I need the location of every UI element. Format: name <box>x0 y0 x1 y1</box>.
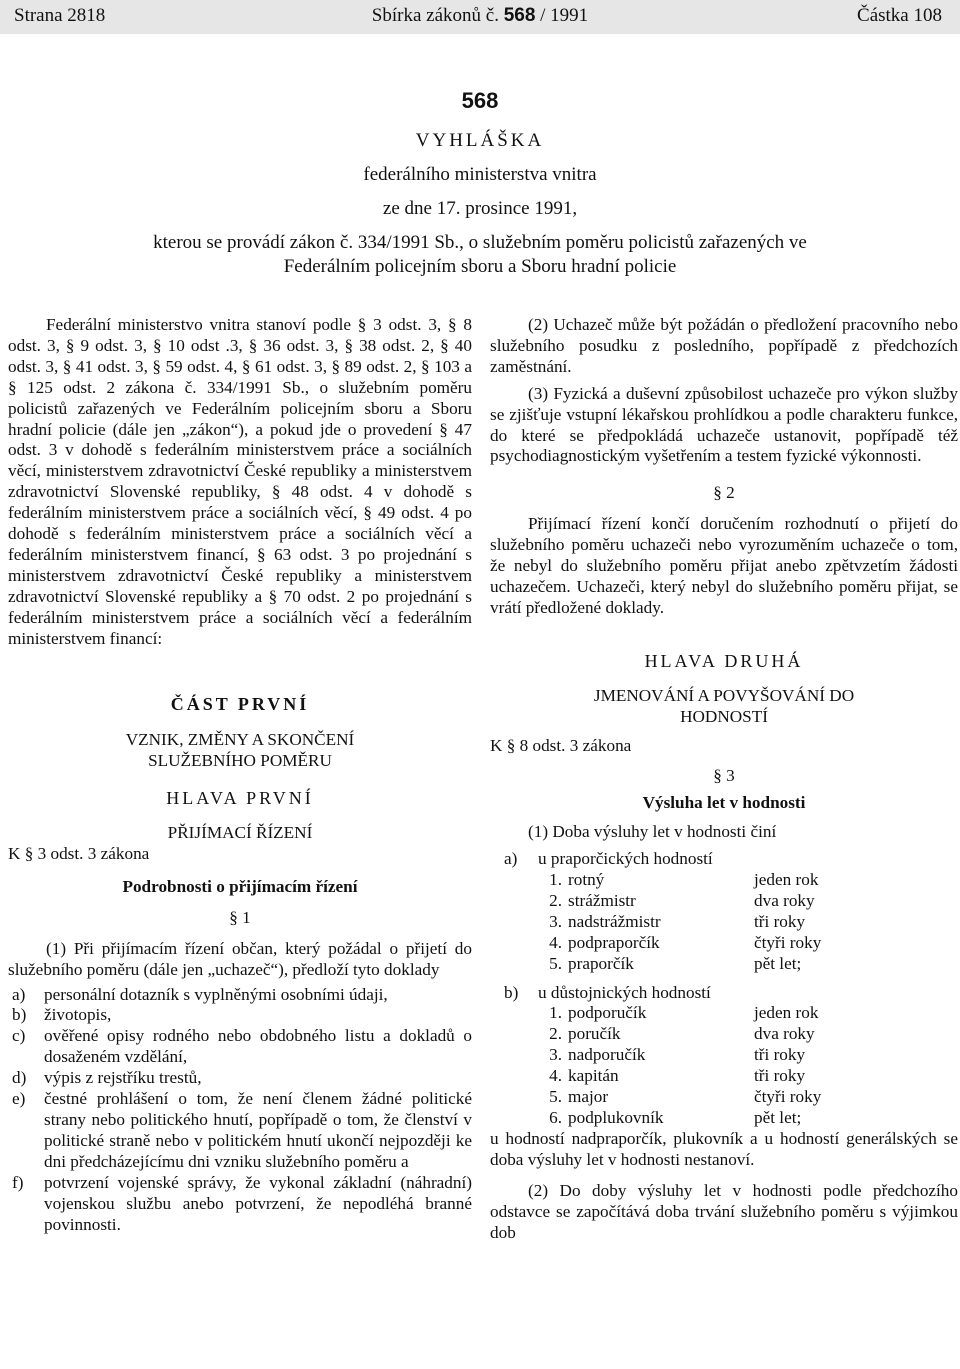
rank-row <box>536 1087 958 1108</box>
chapter-2-title-line-2: HODNOSTÍ <box>680 706 768 726</box>
list-item-label: d) <box>12 1068 27 1088</box>
rank-group-b <box>490 983 958 1129</box>
section-title: Podrobnosti o přijímacím řízení <box>122 876 358 896</box>
rank-row <box>536 1108 958 1129</box>
chapter-title: PŘIJÍMACÍ ŘÍZENÍ <box>167 823 313 843</box>
list-item <box>8 1068 472 1089</box>
part-title-line-1: VZNIK, ZMĚNY A SKONČENÍ <box>125 730 355 750</box>
rank-number: 4. <box>549 1066 562 1086</box>
rank-row <box>536 1003 958 1024</box>
rank-number: 1. <box>549 870 562 890</box>
section-paragraph-3: (3) Fyzická a duševní způsobilost uchazeče pro výkon služby se zjišťuje vstupní lékařskou prohlídkou a podle charakteru funkce, do které se předpokládá uchazeče ustanovit, popřípadě též psychodiagnostickým vyšetřením a testem fyzické výkonnosti. <box>490 383 958 466</box>
header-collection-prefix: Sbírka zákonů č. <box>371 5 499 26</box>
rank-row <box>536 954 958 975</box>
rank-row <box>536 1066 958 1087</box>
rank-name: major <box>568 1087 609 1107</box>
section-number: § 1 <box>229 907 251 927</box>
rank-group-a <box>490 849 958 974</box>
rank-name: podplukovník <box>568 1108 664 1127</box>
part-title-line-2: SLUŽEBNÍHO POMĚRU <box>148 751 332 771</box>
list-item <box>8 1173 472 1236</box>
left-column <box>8 315 472 1235</box>
list-item-label: c) <box>12 1026 26 1046</box>
section-3-paragraph-2: (2) Do doby výsluhy let v hodnosti podle předchozího odstavce se započítává doba trvání služebního poměru s výjimkou dob <box>490 1180 958 1242</box>
page-header <box>0 0 960 34</box>
section-3-title: Výsluha let v hodnosti <box>642 793 806 813</box>
list-item <box>8 1026 472 1068</box>
list-item-label: b) <box>12 1005 27 1025</box>
section-3-paragraph-1: (1) Doba výsluhy let v hodnosti činí <box>528 822 777 842</box>
rank-term: tři roky <box>754 911 806 931</box>
section-paragraph-1: (1) Při přijímacím řízení občan, který požádal o přijetí do služebního poměru (dále jen „uchazeč“), předloží tyto doklady <box>8 938 472 979</box>
part-heading: ČÁST PRVNÍ <box>170 693 310 714</box>
header-issue: Částka 108 <box>857 5 942 26</box>
rank-name: kapitán <box>568 1066 619 1086</box>
rank-group-title: u praporčických hodností <box>538 849 713 869</box>
chapter-heading: HLAVA PRVNÍ <box>166 788 314 809</box>
legal-reference: K § 3 odst. 3 zákona <box>8 844 150 864</box>
list-item-label: a) <box>12 984 26 1004</box>
rank-row <box>536 891 958 912</box>
rank-term: pět let; <box>754 953 802 973</box>
rank-name: podpraporčík <box>568 932 660 952</box>
rank-term: čtyři roky <box>754 932 822 952</box>
header-collection <box>0 5 960 27</box>
rank-name: nadporučík <box>568 1045 646 1065</box>
regulation-date: ze dne 17. prosince 1991, <box>382 198 578 219</box>
rank-number: 4. <box>549 932 562 952</box>
rank-row <box>536 912 958 933</box>
header-collection-year: / 1991 <box>540 5 589 26</box>
list-item <box>8 985 472 1006</box>
chapter-2-heading: HLAVA DRUHÁ <box>644 650 804 671</box>
section-3-continuation: u hodností nadpraporčík, plukovník a u hodností generálských se doba výsluhy let v hodnosti nestanoví. <box>490 1128 958 1169</box>
regulation-subject-line-1: kterou se provádí zákon č. 334/1991 Sb., o služebním poměru policistů zařazených ve <box>153 232 807 253</box>
rank-term: jeden rok <box>754 1003 819 1023</box>
list-item-text: čestné prohlášení o tom, že není členem žádné politické strany nebo politického hnutí, popřípadě o tom, že členství v politické straně nebo v politickém hnutí ukončí nejpozději ke dni předcházejícímu dni vzniku služebního poměru a <box>44 1089 472 1171</box>
rank-row <box>536 1024 958 1045</box>
list-item <box>8 1089 472 1173</box>
rank-row <box>536 933 958 954</box>
rank-term: čtyři roky <box>754 1087 822 1107</box>
list-item-text: ověřené opisy rodného nebo obdobného listu a dokladů o dosaženém vzdělání, <box>44 1026 472 1067</box>
rank-number: 1. <box>549 1003 562 1023</box>
rank-number: 5. <box>549 1087 562 1107</box>
list-item-text: životopis, <box>44 1005 112 1025</box>
rank-group-label: a) <box>504 849 518 869</box>
rank-term: dva roky <box>754 1024 815 1044</box>
header-page-number: Strana 2818 <box>14 5 106 26</box>
documents-list <box>8 985 472 1236</box>
regulation-subject-line-2: Federálním policejním sboru a Sboru hradní policie <box>283 256 677 277</box>
rank-number: 3. <box>549 911 562 931</box>
rank-row <box>536 870 958 891</box>
regulation-kind: VYHLÁŠKA <box>415 130 545 151</box>
rank-name: nadstrážmistr <box>568 911 661 931</box>
list-item <box>8 1005 472 1026</box>
rank-name: strážmistr <box>568 890 636 910</box>
rank-group-label: b) <box>504 982 519 1002</box>
list-item-label: e) <box>12 1089 26 1109</box>
rank-term: jeden rok <box>754 870 819 890</box>
list-item-text: personální dotazník s vyplněnými osobními údaji, <box>44 984 388 1004</box>
rank-term: dva roky <box>754 890 815 910</box>
section-3-number: § 3 <box>713 766 735 786</box>
rank-group-title: u důstojnických hodností <box>538 982 711 1002</box>
list-item-text: potvrzení vojenské správy, že vykonal základní (náhradní) vojenskou službu anebo potvrzení, že nepodléhá branné povinnosti. <box>44 1172 472 1234</box>
list-item-label: f) <box>12 1172 24 1192</box>
rank-term: pět let; <box>754 1108 802 1127</box>
rank-number: 2. <box>549 1024 562 1044</box>
rank-term: tři roky <box>754 1066 806 1086</box>
rank-name: praporčík <box>568 953 634 973</box>
rank-number: 6. <box>549 1108 562 1127</box>
rank-number: 5. <box>549 953 562 973</box>
section-2-number: § 2 <box>713 483 735 503</box>
rank-number: 3. <box>549 1045 562 1065</box>
rank-term: tři roky <box>754 1045 806 1065</box>
rank-number: 2. <box>549 890 562 910</box>
rank-name: poručík <box>568 1024 621 1044</box>
list-item-text: výpis z rejstříku trestů, <box>44 1068 202 1088</box>
header-regulation-number: 568 <box>503 5 536 26</box>
legal-reference-2: K § 8 odst. 3 zákona <box>490 735 632 755</box>
rank-row <box>536 1045 958 1066</box>
right-column <box>490 315 958 1243</box>
regulation-issuer: federálního ministerstva vnitra <box>363 164 597 185</box>
chapter-2-title-line-1: JMENOVÁNÍ A POVYŠOVÁNÍ DO <box>593 685 855 705</box>
section-2-text: Přijímací řízení končí doručením rozhodnutí o přijetí do služebního poměru uchazeči nebo vyrozuměním uchazeče o tom, že nebyl do služebního poměru přijat anebo zpětvzetím žádosti uchazečem. Uchazeči, který nebyl do služebního poměru přijat, se vrátí předložené doklady. <box>490 514 958 617</box>
section-paragraph-2: (2) Uchazeč může být požádán o předložení pracovního nebo služebního posudku z posledního, popřípadě z předchozích zaměstnání. <box>490 315 958 376</box>
rank-name: rotný <box>568 870 605 890</box>
preamble-paragraph: Federální ministerstvo vnitra stanoví podle § 3 odst. 3, § 8 odst. 3, § 9 odst. 3, § 10 odst .3, § 36 odst. 3, § 38 odst. 2, § 40 odst. 3, § 41 odst. 3, § 59 odst. 4, § 61 odst. 3, § 89 odst. 2, § 103 a § 125 odst. 2 zákona č. 334/1991 Sb., o služebním poměru policistů zařazených ve Federálním policejním sboru a Sboru hradní policie (dále jen „zákon“), a pokud jde o provedení § 47 odst. 3 v dohodě s federálním ministerstvem práce a sociálních věcí, ministerstvem zdravotnictví České republiky a ministerstvem zdravotnictví Slovenské republiky, § 48 odst. 4 v dohodě s federálním ministerstvem práce a sociálních věcí, § 49 odst. 4 po dohodě s federálním ministerstvem práce a sociálních věcí a federálním ministerstvem financí, § 63 odst. 3 po projednání s ministerstvem zdravotnictví České republiky a ministerstvem zdravotnictví Slovenské republiky a § 70 odst. 2 po projednání s federálním ministerstvem práce a sociálních věcí a federálním ministerstvem financí: <box>8 315 472 648</box>
rank-name: podporučík <box>568 1003 647 1023</box>
regulation-number: 568 <box>461 88 499 113</box>
